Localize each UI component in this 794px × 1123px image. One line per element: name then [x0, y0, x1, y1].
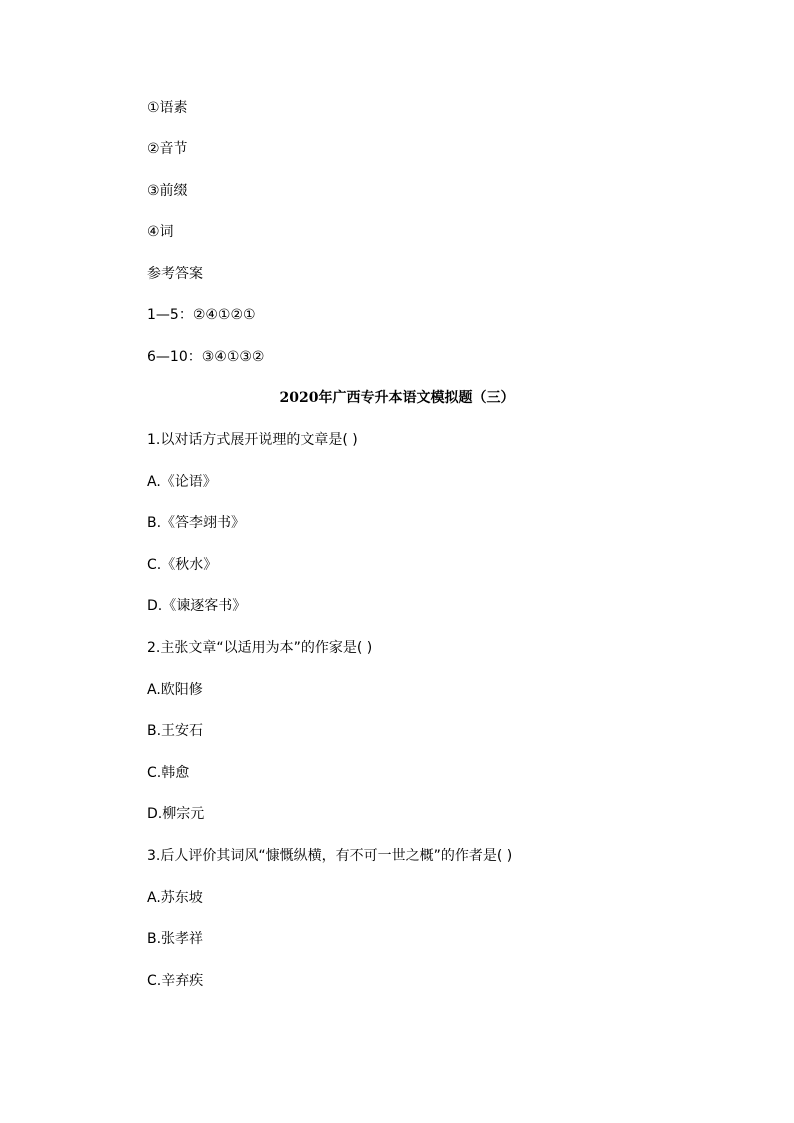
question-option: B.张孝祥 [147, 931, 204, 947]
question-option: D.《谏逐客书》 [147, 598, 247, 614]
question-option: A.苏东坡 [147, 890, 203, 906]
option-line: ②音节 [147, 141, 188, 157]
question-option: A.《论语》 [147, 474, 217, 490]
question-stem: 2.主张文章“以适用为本”的作家是( ) [147, 640, 373, 656]
option-line: ③前缀 [147, 183, 188, 199]
question-option: B.王安石 [147, 723, 204, 739]
question-stem: 3.后人评价其词风“慷慨纵横，有不可一世之概”的作者是( ) [147, 848, 513, 864]
question-option: A.欧阳修 [147, 682, 203, 698]
question-option: C.韩愈 [147, 765, 190, 781]
answer-line: 1—5：②④①②① [147, 307, 256, 323]
option-line: ④词 [147, 224, 174, 240]
question-option: D.柳宗元 [147, 806, 205, 822]
option-line: ①语素 [147, 100, 188, 116]
question-stem: 1.以对话方式展开说理的文章是( ) [147, 432, 358, 448]
question-option: B.《答李翊书》 [147, 515, 246, 531]
question-option: C.《秋水》 [147, 557, 218, 573]
section-title: 2020年广西专升本语文模拟题（三） [279, 390, 515, 406]
answers-heading: 参考答案 [147, 266, 203, 282]
answer-line: 6—10：③④①③② [147, 349, 265, 365]
question-option: C.辛弃疾 [147, 973, 204, 989]
